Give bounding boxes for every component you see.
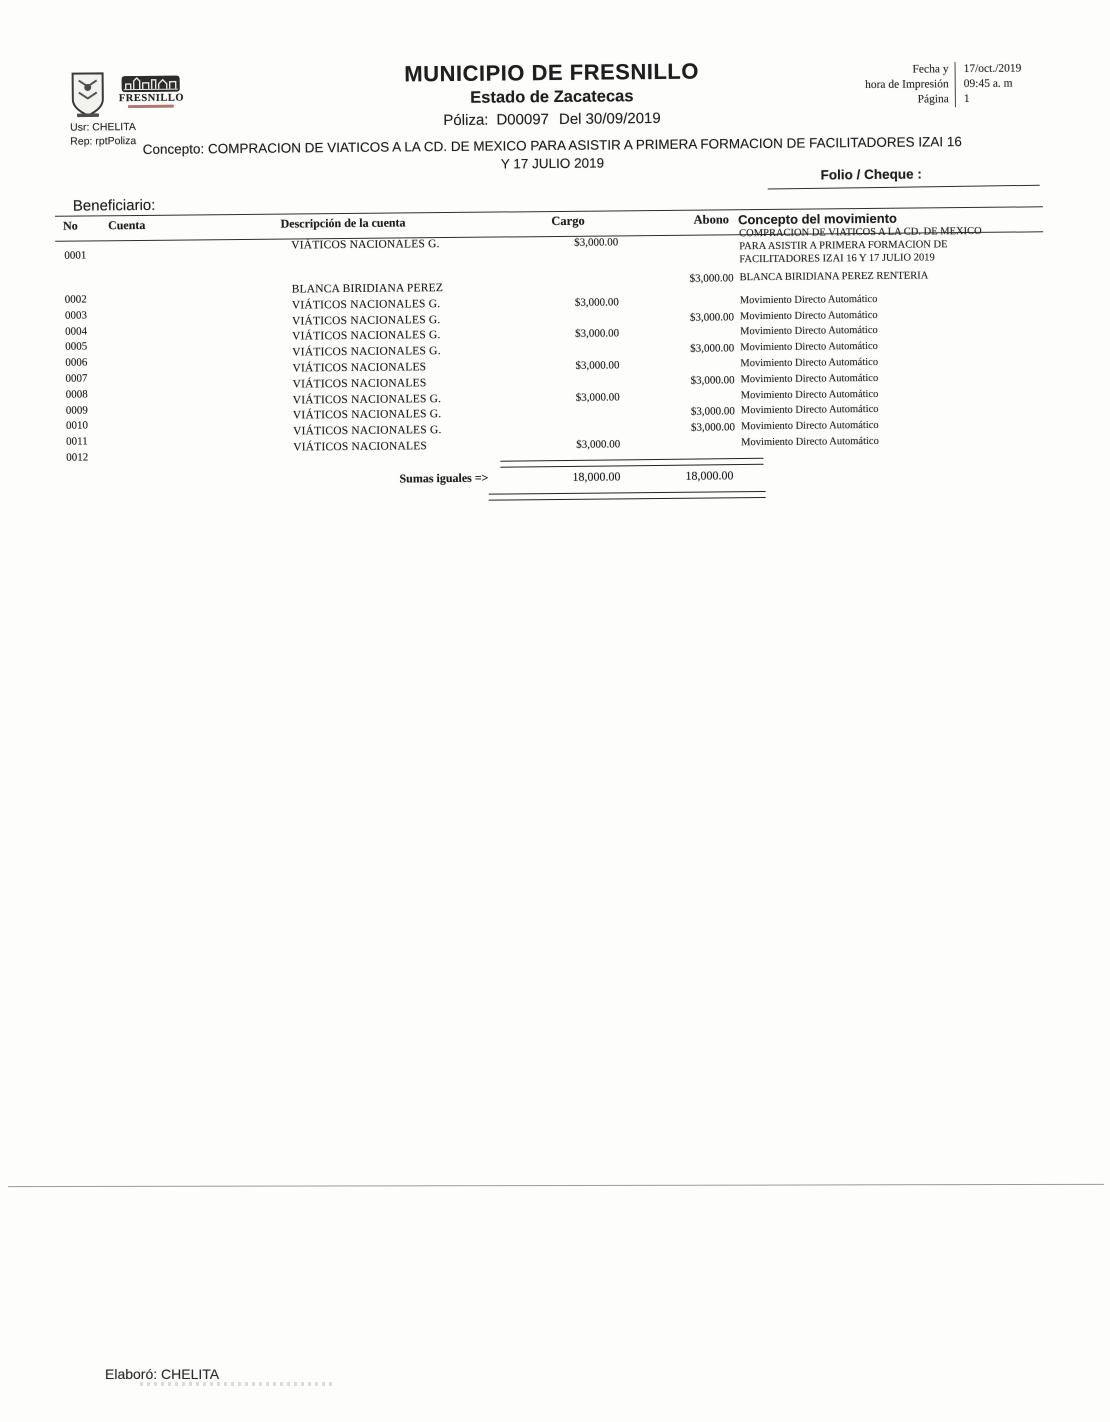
- cell-cuenta: [109, 332, 169, 348]
- cell-no: 0012: [66, 451, 89, 464]
- document-header: [196, 57, 907, 132]
- cell-concepto: Movimiento Directo Automático: [739, 293, 878, 307]
- movements-table: [58, 209, 1046, 504]
- col-header-cuenta: Cuenta: [107, 217, 146, 233]
- poliza-date: Del 30/09/2019: [558, 109, 661, 128]
- cell-cargo: [519, 312, 619, 329]
- cell-descripcion: BLANCA BIRIDIANA PEREZ: [291, 282, 444, 296]
- cell-no: 0005: [65, 340, 88, 354]
- cell-cuenta: [109, 348, 169, 364]
- cell-concepto: Movimiento Directo Automático: [740, 341, 878, 354]
- cell-cargo: $3,000.00: [575, 327, 620, 341]
- scan-artifact: [140, 1382, 335, 1386]
- cell-descripcion: VIÁTICOS NACIONALES G.: [291, 297, 441, 312]
- cell-cuenta: [109, 300, 169, 316]
- poliza-label: Póliza:: [443, 111, 489, 130]
- totals-spacer: [735, 465, 1045, 485]
- cell-abono: [620, 390, 735, 407]
- cell-descripcion: VIÁTICOS NACIONALES G.: [292, 408, 442, 422]
- totals-cargo: 18,000.00: [572, 469, 621, 484]
- cell-cargo: $3,000.00: [574, 296, 619, 309]
- cell-abono: $3,000.00: [690, 374, 735, 387]
- cell-abono: $3,000.00: [689, 272, 734, 285]
- fresnillo-logo-skyline-icon: [122, 76, 180, 93]
- folio-underline: [768, 185, 1040, 190]
- cell-no: 0008: [65, 388, 88, 401]
- elaboro-line: Elaboró: CHELITA: [105, 1366, 220, 1382]
- cell-cuenta: [109, 316, 169, 332]
- report-line: Rep: rptPoliza: [70, 135, 137, 148]
- cell-concepto: Movimiento Directo Automático: [740, 356, 879, 370]
- cell-no: 0011: [66, 435, 88, 448]
- cell-descripcion: VIÁTICOS NACIONALES G.: [292, 329, 441, 343]
- cell-descripcion: VIÁTICOS NACIONALES G.: [292, 424, 442, 438]
- cell-descripcion: VIÁTICOS NACIONALES G.: [292, 345, 441, 359]
- cell-abono: [619, 327, 734, 344]
- meta-label-hora: hora de Impresión: [865, 78, 949, 92]
- page-subtitle: Estado de Zacatecas: [470, 87, 634, 107]
- poliza-number: D00097: [496, 111, 550, 129]
- fresnillo-logo-text: FRESNILLO: [118, 92, 185, 105]
- beneficiario-label: Beneficiario:: [72, 196, 156, 215]
- print-meta-values: [955, 62, 1022, 108]
- cell-abono: $3,000.00: [690, 421, 736, 434]
- cell-descripcion: VIÁTICOS NACIONALES G.: [291, 238, 440, 252]
- cell-cuenta: [110, 379, 170, 395]
- cell-cargo: [519, 344, 619, 361]
- cell-concepto: Movimiento Directo Automático: [740, 388, 879, 401]
- cell-cuenta: [109, 364, 169, 380]
- cell-cargo: $3,000.00: [574, 236, 619, 249]
- col-header-no: No: [62, 218, 78, 233]
- cell-abono: $3,000.00: [689, 310, 735, 324]
- cell-cargo: [520, 375, 620, 392]
- col-header-concepto: Concepto del movimiento: [737, 210, 897, 228]
- cell-descripcion: VIÁTICOS NACIONALES: [292, 361, 427, 375]
- cell-descripcion: VIÁTICOS NACIONALES G.: [292, 392, 442, 407]
- cell-cargo: [520, 407, 620, 424]
- folio-cheque-label: Folio / Cheque :: [820, 166, 922, 183]
- totals-row: [60, 465, 1045, 491]
- cell-no: 0006: [65, 356, 88, 369]
- col-header-descripcion: Descripción de la cuenta: [280, 215, 406, 231]
- cell-cuenta: [110, 427, 170, 443]
- cell-abono: $3,000.00: [690, 342, 735, 355]
- cell-cargo: [520, 423, 620, 440]
- meta-value-hora: 09:45 a. m: [963, 77, 1013, 91]
- cell-cuenta: [110, 443, 170, 459]
- concepto-line2: Y 17 JULIO 2019: [500, 155, 605, 172]
- cell-no: 0001: [64, 249, 87, 262]
- page-title: MUNICIPIO DE FRESNILLO: [404, 58, 699, 87]
- cell-concepto: Movimiento Directo Automático: [740, 372, 879, 385]
- cell-concepto: COMPRACION DE VIATICOS A LA CD. DE MEXICO PARA ASISTIR A PRIMERA FORMACION DE FACILITADORES IZAI 16 Y 17 JULIO 2019: [739, 225, 982, 265]
- cell-abono: $3,000.00: [690, 405, 735, 419]
- meta-value-fecha: 17/oct./2019: [963, 62, 1022, 76]
- meta-label-pagina: Página: [917, 93, 949, 106]
- cell-no: 0007: [65, 372, 88, 385]
- user-line: Usr: CHELITA: [70, 121, 136, 134]
- cell-cuenta: [110, 411, 170, 427]
- cell-concepto: Movimiento Directo Automático: [740, 420, 879, 433]
- totals-abono: 18,000.00: [685, 468, 734, 483]
- totals-top-rule: [500, 458, 763, 468]
- totals-bottom-rule: [489, 491, 766, 501]
- cell-no: 0003: [64, 309, 87, 322]
- concepto-line1: Concepto: COMPRACION DE VIATICOS A LA CD. DE MEXICO PARA ASISTIR A PRIMERA FORMACION DE FACILITADORES IZAI 16: [142, 134, 962, 157]
- fresnillo-logo: [119, 76, 183, 121]
- cell-cuenta: [109, 285, 169, 301]
- cell-abono: [619, 295, 734, 312]
- meta-label-fecha: Fecha y: [912, 63, 949, 76]
- cell-concepto: BLANCA BIRIDIANA PEREZ RENTERIA: [739, 270, 929, 284]
- cell-concepto: Movimiento Directo Automático: [740, 325, 878, 338]
- cell-no: 0010: [65, 419, 89, 433]
- cell-concepto: Movimiento Directo Automático: [741, 435, 879, 449]
- cell-cargo: $3,000.00: [575, 359, 620, 372]
- cell-descripcion: VIÁTICOS NACIONALES: [292, 377, 427, 391]
- cell-cuenta: [110, 395, 170, 411]
- cell-abono: [620, 437, 735, 454]
- cell-descripcion: VIÁTICOS NACIONALES: [293, 440, 428, 454]
- cell-abono: [619, 358, 734, 375]
- cell-no: 0004: [65, 325, 88, 338]
- cell-cargo: $3,000.00: [575, 390, 620, 404]
- cell-concepto: Movimiento Directo Automático: [739, 309, 878, 322]
- cell-cargo: $3,000.00: [576, 438, 621, 451]
- cell-no: 0002: [64, 293, 87, 306]
- cell-cargo: [519, 280, 619, 297]
- cell-no: 0009: [65, 404, 88, 417]
- municipal-crest-icon: [69, 70, 107, 118]
- fresnillo-logo-tagline: [128, 105, 174, 108]
- cell-descripcion: VIÁTICOS NACIONALES G.: [291, 313, 441, 328]
- print-meta-block: [825, 62, 1022, 109]
- cell-concepto: Movimiento Directo Automático: [740, 404, 879, 417]
- col-header-abono: Abono: [693, 212, 730, 227]
- cell-cuenta: [108, 241, 168, 286]
- meta-value-pagina: 1: [963, 93, 970, 106]
- print-meta-labels: [825, 62, 949, 108]
- poliza-line: [197, 108, 907, 132]
- totals-label: Sumas iguales =>: [399, 470, 489, 486]
- col-header-cargo: Cargo: [551, 213, 585, 229]
